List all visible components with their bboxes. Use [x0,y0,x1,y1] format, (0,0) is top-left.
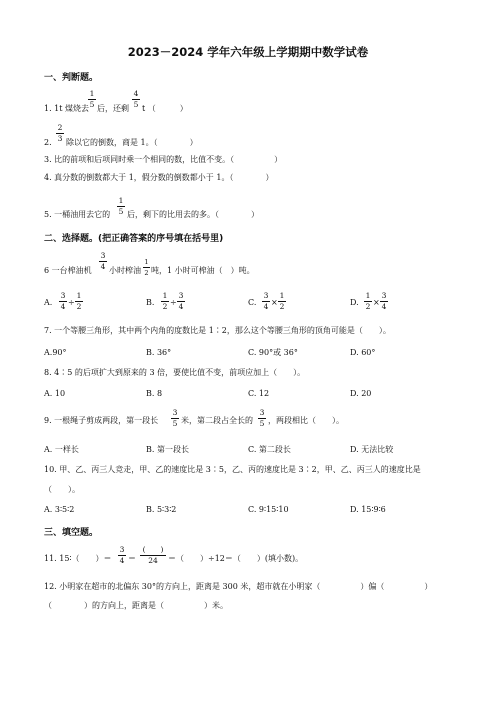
q12-line2: （ ）的方向上，距离是（ ）米。 [44,601,228,610]
q9-text-c: ，两段相比（ ）。 [268,416,344,425]
q6-option-c-frac2: 1 2 [279,291,285,311]
q3-text: 3. 比的前项和后项同时乘一个相同的数，比值不变。（ ） [44,155,283,164]
q1-text-c: t （ ） [142,104,188,113]
q6-option-a-op: ÷ [68,298,75,307]
q8-option-d[interactable]: D. 20 [350,389,372,398]
q7-stem: 7. 一个等腰三角形，其中两个内角的度数比是 1∶2，那么这个等腰三角形的顶角可能是（ ）。 [44,326,391,335]
q6-option-c-frac1: 3 4 [263,291,269,311]
q6-option-a-frac1: 3 4 [60,291,66,311]
q2-text: 除以它的倒数，商是 1。（ ） [66,138,198,147]
q9-text-a: 9. 一根绳子剪成两段，第一段长 [44,416,159,425]
q6-option-a-frac2: 1 2 [76,291,82,311]
q10-stem-line2: （ ）。 [44,485,80,494]
q11-fraction-1: 3 4 [119,545,125,565]
q7-option-a[interactable]: A.90° [44,348,67,357]
q9-option-c[interactable]: C. 第二段长 [248,445,291,454]
q6-text-c: 吨，1 小时可榨油（ ）吨。 [151,266,255,275]
q11-text-a: 11. 15∶（ ）＝ [44,554,112,563]
q10-option-a[interactable]: A. 3∶5∶2 [44,505,75,514]
q6-fraction-1: 3 4 [100,251,106,271]
section-heading-choice: 二、选择题。(把正确答案的序号填在括号里) [44,234,224,244]
q9-text-b: 米，第二段占全长的 [181,416,253,425]
q1-fraction-1: 1 5 [89,89,95,109]
q6-option-d-frac2: 3 4 [381,291,387,311]
q12-line1: 12. 小明家在超市的北偏东 30°的方向上，距离是 300 米，超市就在小明家（ ）偏（ ） [44,582,433,591]
q8-option-b[interactable]: B. 8 [146,389,163,398]
q10-stem-line1: 10. 甲、乙、丙三人竞走，甲、乙的速度比是 3∶5，乙、丙的速度比是 3∶2，甲、乙、丙三人的速度比是 [44,465,421,474]
q5-text-a: 5. 一桶油用去它的 [44,210,111,219]
q6-option-c-label[interactable]: C. [248,298,257,307]
q1-fraction-2: 4 5 [133,89,139,109]
q6-option-a-label[interactable]: A. [44,298,53,307]
q6-option-b-label[interactable]: B. [146,298,155,307]
q1-text-a: 1. 1t 煤烧去 [44,104,90,113]
q6-option-d-op: × [373,298,380,307]
q5-fraction: 1 5 [118,196,124,216]
q11-equals: ＝ [128,554,136,563]
q11-text-b: ＝（ ）÷12＝（ ）(填小数)。 [168,554,304,563]
q6-option-b-frac2: 3 4 [178,291,184,311]
q8-option-a[interactable]: A. 10 [44,389,66,398]
q2-fraction: 2 3 [57,123,63,143]
q6-option-b-frac1: 1 2 [162,291,168,311]
q7-option-d[interactable]: D. 60° [350,348,376,357]
q9-option-d[interactable]: D. 无法比较 [350,445,394,454]
q7-option-c[interactable]: C. 90°或 36° [248,348,298,357]
q6-option-b-op: ÷ [170,298,177,307]
q6-option-c-op: × [271,298,278,307]
q2-number: 2. [44,138,52,147]
q6-fraction-2: 1 2 [144,258,149,277]
page-title: 2023－2024 学年六年级上学期期中数学试卷 [127,45,369,59]
q6-text-a: 6 一台榨油机 [44,266,92,275]
section-heading-fill: 三、填空题。 [44,528,99,538]
q8-stem: 8. 4∶5 的后项扩大到原来的 3 倍，要使比值不变，前项应加上（ ）。 [44,368,306,377]
q10-option-c[interactable]: C. 9∶15∶10 [248,505,289,514]
q11-fraction-2: ( ) 24 [140,546,166,565]
q9-fraction-2: 3 5 [259,408,265,428]
q9-option-b[interactable]: B. 第一段长 [146,445,189,454]
q6-option-d-label[interactable]: D. [350,298,359,307]
section-heading-judgment: 一、判断题。 [44,73,99,83]
q9-option-a[interactable]: A. 一样长 [44,445,79,454]
q6-option-d-frac1: 1 2 [365,291,371,311]
q10-option-d[interactable]: D. 15∶9∶6 [350,505,386,514]
q10-option-b[interactable]: B. 5∶3∶2 [146,505,177,514]
q6-text-b: 小时榨油 [109,266,141,275]
q9-fraction-1: 3 5 [172,408,178,428]
q4-text: 4. 真分数的倒数都大于 1，假分数的倒数都小于 1。（ ） [44,173,274,182]
q8-option-c[interactable]: C. 12 [248,389,270,398]
q7-option-b[interactable]: B. 36° [146,348,172,357]
q1-text-b: 后，还剩 [97,104,129,113]
q5-text-b: 后，剩下的比用去的多。（ ） [127,210,259,219]
